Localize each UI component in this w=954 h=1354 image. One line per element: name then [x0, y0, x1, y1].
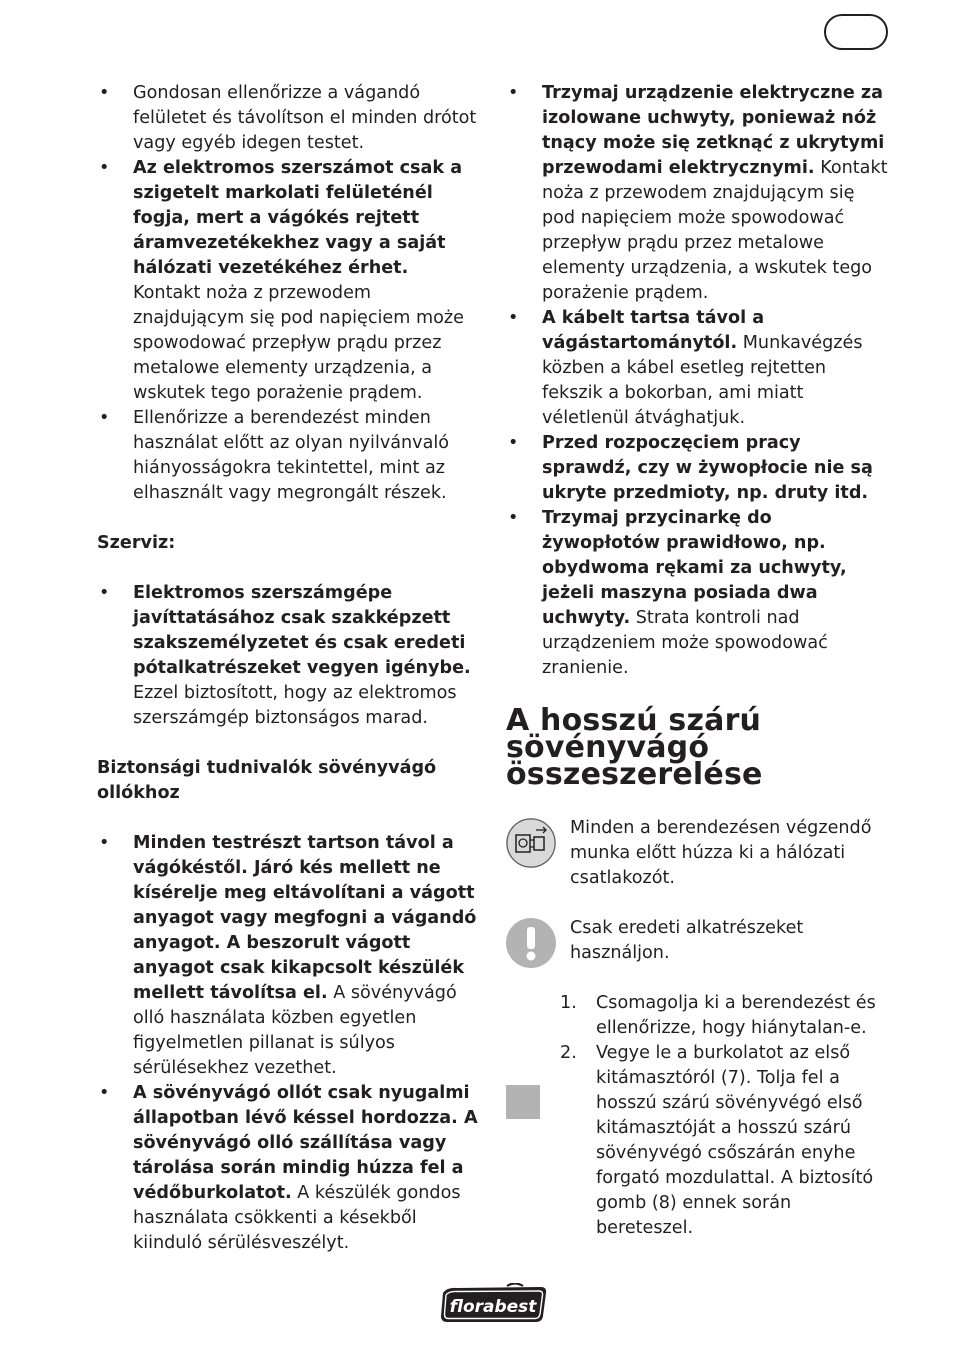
- bullet-text: Kontakt noża z przewodem znajdującym się pod napięciem może spowodować przepływ prądu przez metalowe elementy urządzenia, a wskutek tego porażenie prądem.: [542, 158, 888, 303]
- bullet-text: Ezzel biztosított, hogy az elektromos szerszámgép biztonságos marad.: [133, 683, 457, 728]
- step-text: Csomagolja ki a berendezést és ellenőrizze, hogy hiánytalan-e.: [596, 993, 876, 1038]
- bullet-text: Munkavégzés közben a kábel esetleg rejtetten fekszik a bokorban, ami miatt véletlenül átvághatjuk.: [542, 333, 863, 428]
- list-item: [506, 431, 892, 506]
- list-item: [506, 506, 892, 681]
- heading-safety: Biztonsági tudnivalók sövényvágó ollókhoz: [97, 758, 437, 803]
- note-unplug: [506, 816, 892, 891]
- heading-service: Szerviz:: [97, 533, 176, 553]
- list-item: [97, 581, 480, 731]
- right-column: [506, 81, 892, 1241]
- bullet-bold-text: Trzymaj urządzenie elektryczne za izolowane uchwyty, ponieważ nóż tnący może się zetknąć z ukrytymi przewodami elektrycznymi.: [542, 83, 885, 178]
- list-item: [97, 831, 480, 1081]
- bullet-bold-text: Trzymaj przycinarkę do żywopłotów prawidłowo, np. obydwoma rękami za uchwyty, jeżeli maszyna posiada dwa uchwyty.: [542, 508, 847, 628]
- note-text: Csak eredeti alkatrészeket használjon.: [570, 918, 804, 963]
- note-text: Minden a berendezésen végzendő munka előtt húzza ki a hálózati csatlakozót.: [570, 818, 872, 888]
- bullet-bold-text: Przed rozpoczęciem pracy sprawdź, czy w żywopłocie nie są ukryte przedmioty, np. druty itd.: [542, 433, 873, 503]
- list-item: [506, 81, 892, 306]
- list-item: [506, 306, 892, 431]
- florabest-logo: [437, 1283, 549, 1325]
- bullet-text: A sövényvágó olló használata közben egyetlen figyelmetlen pillanat is súlyos sérülésekhez vezethet.: [133, 983, 457, 1078]
- exclamation-icon: [506, 918, 556, 968]
- bullet-text: A készülék gondos használata csökkenti a késekből kiinduló sérülésveszélyt.: [133, 1183, 461, 1253]
- section-title: A hosszú szárú sövényvágó összeszerelése: [506, 703, 763, 792]
- steps-list: [506, 991, 892, 1241]
- bullet-text: Kontakt noża z przewodem znajdującym się pod napięciem może spowodować przepływ prądu przez metalowe elementy urządzenia, a wskutek tego porażenie prądem.: [133, 283, 464, 403]
- step-marker-square: [506, 1085, 540, 1119]
- list-item: [97, 406, 480, 506]
- logo-text: florabest: [449, 1297, 537, 1317]
- bullet-bold-text: A sövényvágó ollót csak nyugalmi állapotban lévő késsel hordozza. A sövényvágó olló szállítása vagy tárolása során mindig húzza fel a védőburkolatot.: [133, 1083, 478, 1203]
- list-item: [506, 991, 892, 1041]
- step-number: 1.: [560, 993, 577, 1013]
- bullet-text: Strata kontroli nad urządzeniem może spowodować zranienie.: [542, 608, 828, 678]
- list-item: [97, 1081, 480, 1256]
- list-item: [506, 1041, 892, 1241]
- note-original-parts: [506, 916, 892, 966]
- list-item: [97, 81, 480, 156]
- bullet-text: Gondosan ellenőrizze a vágandó felületet és távolítson el minden drótot vagy egyéb idegen testet.: [133, 83, 477, 153]
- bullet-bold-text: Az elektromos szerszámot csak a szigetelt markolati felületénél fogja, mert a vágókés rejtett áramvezetékekhez vagy a saját hálózati vezetékéhez érhet.: [133, 158, 463, 278]
- list-item: [97, 156, 480, 406]
- step-number: 2.: [560, 1043, 577, 1063]
- bullet-text: Ellenőrizze a berendezést minden használat előtt az olyan nyilvánvaló hiányosságokra tekintettel, mint az elhasznált vagy megrongált részek.: [133, 408, 450, 503]
- bullet-bold-text: Minden testrészt tartson távol a vágókéstől. Járó kés mellett ne kísérelje meg eltávolítani a vágott anyagot vagy megfogni a vágandó anyagot. A beszorult vágott anyagot csak kikapcsolt készülék mellett távolítsa el.: [133, 833, 477, 1003]
- unplug-icon: [506, 818, 556, 868]
- left-column: [97, 81, 480, 1256]
- bullet-bold-text: Elektromos szerszámgépe javíttatásához csak szakképzett szakszemélyzetet és csak eredeti pótalkatrészeket vegyen igénybe.: [133, 583, 471, 678]
- step-text: Vegye le a burkolatot az első kitámasztóról (7). Tolja fel a hosszú szárú sövényvégó első kitámasztóját a hosszú szárú sövényvégó csőszárán enyhe forgató mozdulattal. A biztosító gomb (8) ennek során bereteszel.: [596, 1043, 874, 1238]
- language-badge: [824, 14, 888, 50]
- bullet-bold-text: A kábelt tartsa távol a vágástartománytól.: [542, 308, 765, 353]
